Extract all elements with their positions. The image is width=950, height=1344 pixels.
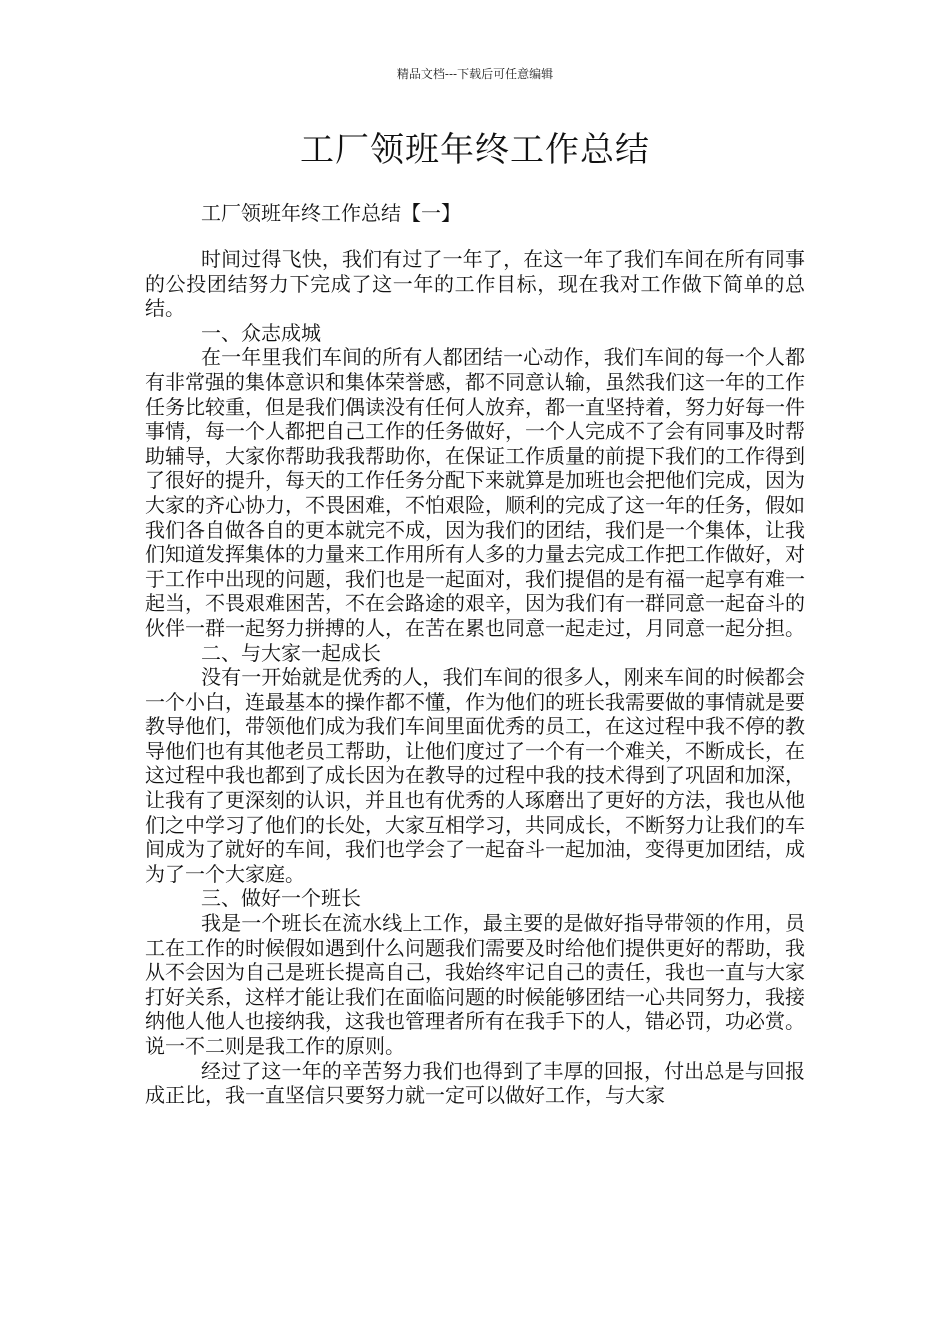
intro-paragraph: 时间过得飞快，我们有过了一年了，在这一年了我们车间在所有同事的公投团结努力下完成了这一年的工作目标，现在我对工作做下简单的总结。 bbox=[145, 247, 805, 321]
body-paragraph: 在一年里我们车间的所有人都团结一心动作，我们车间的每一个人都有非常强的集体意识和集体荣誉感，都不同意认输，虽然我们这一年的工作任务比较重，但是我们偶读没有任何人放弃，都一直坚持着，努力好每一件事情，每一个人都把自己工作的任务做好，一个人完成不了会有同事及时帮助辅导，大家你帮助我我帮助你，在保证工作质量的前提下我们的工作得到了很好的提升，每天的工作任务分配下来就算是加班也会把他们完成，因为大家的齐心协力，不畏困难，不怕艰险，顺利的完成了这一年的任务，假如我们各自做各自的更本就完不成，因为我们的团结，我们是一个集体，让我们知道发挥集体的力量来工作用所有人多的力量去完成工作把工作做好，对于工作中出现的问题，我们也是一起面对，我们提倡的是有福一起享有难一起当，不畏艰难困苦，不在会路途的艰辛，因为我们有一群同意一起奋斗的伙伴一群一起努力拼搏的人，在苦在累也同意一起走过，月同意一起分担。 bbox=[145, 345, 805, 640]
document-body bbox=[145, 247, 805, 1108]
body-paragraph: 经过了这一年的辛苦努力我们也得到了丰厚的回报，付出总是与回报成正比，我一直坚信只要努力就一定可以做好工作，与大家 bbox=[145, 1058, 805, 1108]
body-paragraph: 没有一开始就是优秀的人，我们车间的很多人，刚来车间的时候都会一个小白，连最基本的操作都不懂，作为他们的班长我需要做的事情就是要教导他们，带领他们成为我们车间里面优秀的员工，在这过程中我不停的教导他们也有其他老员工帮助，让他们度过了一个有一个难关，不断成长，在这过程中我也都到了成长因为在教导的过程中我的技术得到了巩固和加深，让我有了更深刻的认识，并且也有优秀的人琢磨出了更好的方法，我也从他们之中学习了他们的长处，大家互相学习，共同成长，不断努力让我们的车间成为了就好的车间，我们也学会了一起奋斗一起加油，变得更加团结，成为了一个大家庭。 bbox=[145, 665, 805, 886]
body-paragraph: 我是一个班长在流水线上工作，最主要的是做好指导带领的作用，员工在工作的时候假如遇到什么问题我们需要及时给他们提供更好的帮助，我从不会因为自己是班长提高自己，我始终牢记自己的责任，我也一直与大家打好关系，这样才能让我们在面临问题的时候能够团结一心共同努力，我接纳他人他人也接纳我，这我也管理者所有在我手下的人，错必罚，功必赏。说一不二则是我工作的原则。 bbox=[145, 911, 805, 1058]
section-heading-2: 二、与大家一起成长 bbox=[201, 640, 381, 665]
section-heading-1: 一、众志成城 bbox=[201, 320, 321, 345]
section-subtitle: 工厂领班年终工作总结【一】 bbox=[201, 201, 461, 225]
document-title: 工厂领班年终工作总结 bbox=[300, 130, 650, 170]
header-note: 精品文档---下载后可任意编辑 bbox=[396, 67, 554, 81]
section-heading-3: 三、做好一个班长 bbox=[201, 886, 361, 911]
